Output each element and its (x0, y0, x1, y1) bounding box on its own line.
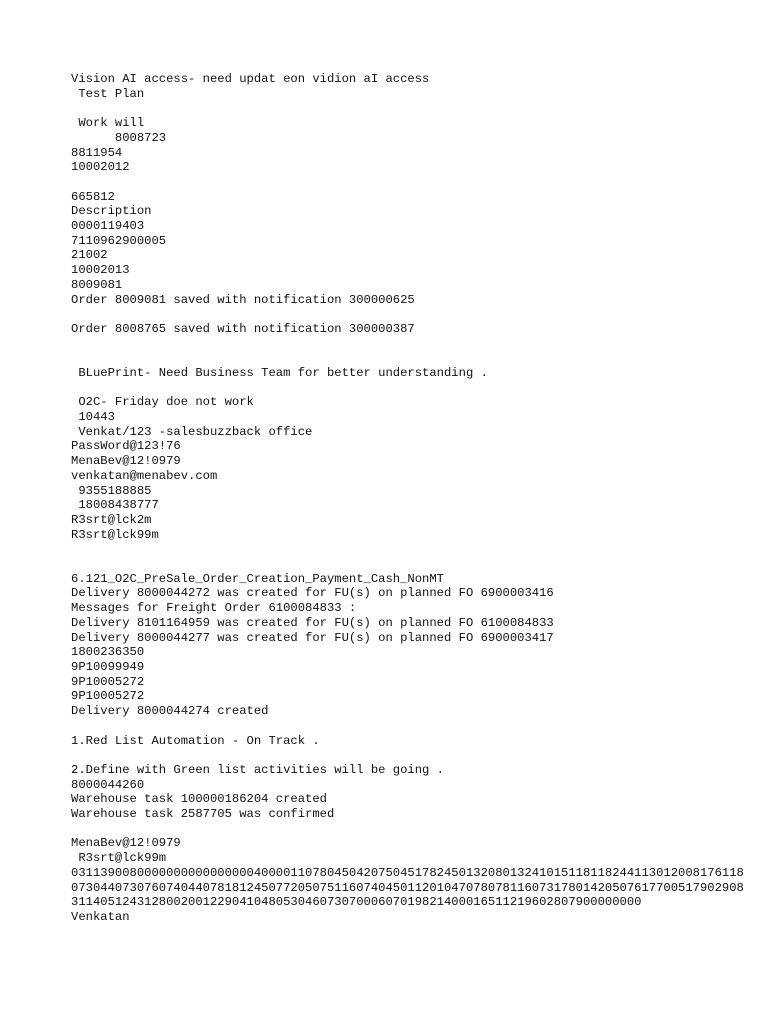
long-number-text: 0311390080000000000000000400001107804504207504517824501320801324101511811824411301200817611807304407307607404407818124507720507511607404501120104707807811607317801420507617700517902908311405124312800200122904104805304607307000607019821400016511219602807900000000 (71, 865, 744, 910)
text-line: 10002013 (71, 263, 130, 278)
text-line: 8009081 (71, 277, 123, 292)
blank-line (71, 101, 751, 116)
text-line: MenaBev@12!0979 (71, 836, 181, 851)
text-line: 1.Red List Automation - On Track . (71, 733, 320, 748)
text-line: 665812 (71, 189, 115, 204)
text-line: Test Plan (71, 86, 145, 101)
text-line: 8008723 (71, 130, 167, 145)
text-line: 21002 (71, 248, 108, 263)
text-line: 18008438777 (71, 498, 159, 513)
text-line: 8000044260 (71, 777, 145, 792)
text-line: 2.Define with Green list activities will be going . (71, 762, 444, 777)
blank-line (71, 557, 751, 572)
text-line: 7110962900005 (71, 233, 167, 248)
text-line: Order 8008765 saved with notification 300000387 (71, 321, 415, 336)
text-line: Messages for Freight Order 6100084833 : (71, 601, 357, 616)
text-line: 0000119403 (71, 219, 145, 233)
text-line: Delivery 8000044272 was created for FU(s) on planned FO 6900003416 (71, 586, 554, 601)
text-line: 10002012 (71, 160, 130, 175)
text-line: Delivery 8000044277 was created for FU(s) on planned FO 6900003417 (71, 630, 554, 645)
text-line: Work will (71, 116, 145, 131)
text-line: R3srt@lck99m (71, 527, 159, 542)
text-line: Description (71, 204, 152, 219)
text-line: R3srt@lck2m (71, 513, 152, 527)
text-line: O2C- Friday doe not work (71, 395, 254, 410)
blank-line (71, 175, 751, 190)
text-line: MenaBev@12!0979 (71, 454, 181, 469)
blank-line (71, 719, 751, 734)
text-line: 9355188885 (71, 483, 152, 498)
blank-line (71, 381, 751, 396)
document-body (71, 72, 751, 925)
text-line: 1800236350 (71, 645, 145, 660)
blank-line (71, 351, 751, 366)
blank-line (71, 542, 751, 557)
blank-line (71, 337, 751, 352)
signature-name-text: Venkatan (71, 909, 130, 924)
text-line: 8811954 (71, 145, 123, 160)
text-line: Warehouse task 2587705 was confirmed (71, 807, 335, 821)
text-line: Warehouse task 100000186204 created (71, 792, 327, 807)
text-line: 9P10099949 (71, 660, 145, 674)
text-line: Vision AI access- need updat eon vidion aI access (71, 72, 430, 86)
text-line: PassWord@123!76 (71, 439, 181, 454)
text-line: Delivery 8000044274 created (71, 704, 269, 719)
text-line: 6.121_O2C_PreSale_Order_Creation_Payment_Cash_NonMT (71, 571, 444, 586)
text-line: R3srt@lck99m (71, 851, 167, 866)
text-line: Delivery 8101164959 was created for FU(s) on planned FO 6100084833 (71, 615, 554, 630)
text-line: 9P10005272 (71, 674, 145, 689)
text-line: venkatan@menabev.com (71, 468, 218, 483)
text-line: Venkat/123 -salesbuzzback office (71, 424, 313, 439)
blank-line (71, 748, 751, 763)
text-line: 9P10005272 (71, 689, 145, 704)
text-line: Order 8009081 saved with notification 300000625 (71, 292, 415, 307)
text-line: BLuePrint- Need Business Team for better understanding . (71, 365, 488, 380)
text-line: 10443 (71, 410, 115, 425)
blank-line (71, 307, 751, 322)
blank-line (71, 822, 751, 837)
